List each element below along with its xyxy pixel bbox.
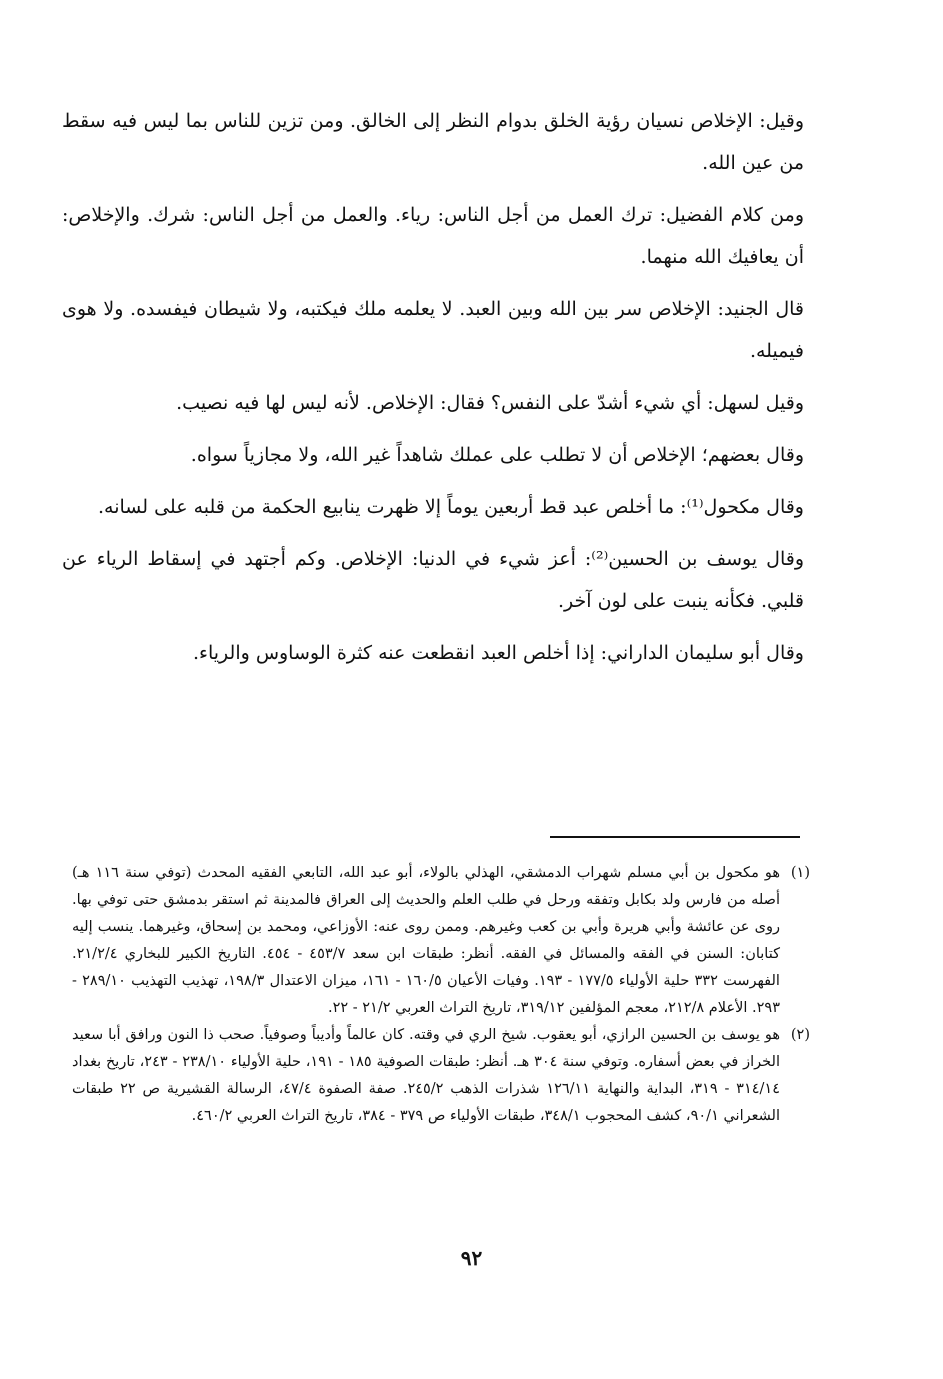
paragraph: وقيل: الإخلاص نسيان رؤية الخلق بدوام النظر إلى الخالق. ومن تزين للناس بما ليس فيه سقط من عين الله. <box>62 110 804 174</box>
main-text <box>62 100 804 684</box>
paragraph: وقيل لسهل: أي شيء أشدّ على النفس؟ فقال: الإخلاص. لأنه ليس لها فيه نصيب. <box>176 392 804 414</box>
paragraph: وقال يوسف بن الحسين⁽²⁾: أعز شيء في الدنيا: الإخلاص. وكم أجتهد في إسقاط الرياء عن قلبي. فكأنه ينبت على لون آخر. <box>62 548 804 612</box>
footnote-text: هو مكحول بن أبي مسلم شهراب الدمشقي، الهذلي بالولاء، أبو عبد الله، التابعي الفقيه المحدث (توفي سنة ١١٦ هـ) أصله من فارس ولد بكابل وتفقه ورحل في طلب العلم والحديث إلى العراق فالمدينة ثم استقر بدمشق حتى توفي بها. روى عن عائشة وأبي هريرة وأبي بن كعب وغيرهم. وممن روى عنه: الأوزاعي، ومحمد بن إسحاق، وغيرهما. ينسب إليه كتابان: السنن في الفقه والمسائل في الفقه. أنظر: طبقات ابن سعد ٤٥٣/٧ - ٤٥٤. التاريخ الكبير للبخاري ٢١/٢/٤. الفهرست ٣٣٢ حلية الأولياء ١٧٧/٥ - ١٩٣. وفيات الأعيان ١٦٠/٥ - ١٦١، ميزان الاعتدال ١٩٨/٣، تهذيب التهذيب ٢٨٩/١٠ - ٢٩٣. الأعلام ٢١٢/٨، معجم المؤلفين ٣١٩/١٢، تاريخ التراث العربي ٢١/٢ - ٢٢. <box>72 865 780 1016</box>
paragraph: وقال مكحول⁽¹⁾: ما أخلص عبد قط أربعين يوماً إلا ظهرت ينابيع الحكمة من قلبه على لسانه. <box>97 496 804 518</box>
page-number: ٩٢ <box>460 1246 483 1270</box>
footnote-number: (٢) <box>790 1027 810 1043</box>
footnote <box>72 860 810 1022</box>
paragraph: قال الجنيد: الإخلاص سر بين الله وبين العبد. لا يعلمه ملك فيكتبه، ولا شيطان فيفسده. ولا هوى فيميله. <box>62 298 804 362</box>
paragraph: ومن كلام الفضيل: ترك العمل من أجل الناس: رياء. والعمل من أجل الناس: شرك. والإخلاص: أن يعافيك الله منهما. <box>62 204 804 268</box>
footnote-text: هو يوسف بن الحسين الرازي، أبو يعقوب. شيخ الري في وقته. كان عالماً وأديباً وصوفياً. صحب ذا النون ورافق أبا سعيد الخراز في بعض أسفاره. وتوفي سنة ٣٠٤ هـ. أنظر: طبقات الصوفية ١٨٥ - ١٩١، حلية الأولياء ٢٣٨/١٠ - ٢٤٣، تاريخ بغداد ٣١٤/١٤ - ٣١٩، البداية والنهاية ١٢٦/١١ شذرات الذهب ٢٤٥/٢. صفة الصفوة ٤٧/٤، الرسالة القشيرية ص ٢٢ طبقات الشعراني ٩٠/١، كشف المحجوب ٣٤٨/١، طبقات الأولياء ص ٣٧٩ - ٣٨٤، تاريخ التراث العربي ٤٦٠/٢. <box>72 1027 780 1124</box>
paragraph: وقال بعضهم؛ الإخلاص أن لا تطلب على عملك شاهداً غير الله، ولا مجازياً سواه. <box>190 444 804 466</box>
footnote-number: (١) <box>790 865 810 881</box>
footnote-divider <box>550 836 800 838</box>
paragraph: وقال أبو سليمان الداراني: إذا أخلص العبد انقطعت عنه كثرة الوساوس والرياء. <box>193 642 804 664</box>
footnote <box>72 1022 810 1130</box>
footnotes <box>72 860 810 1130</box>
